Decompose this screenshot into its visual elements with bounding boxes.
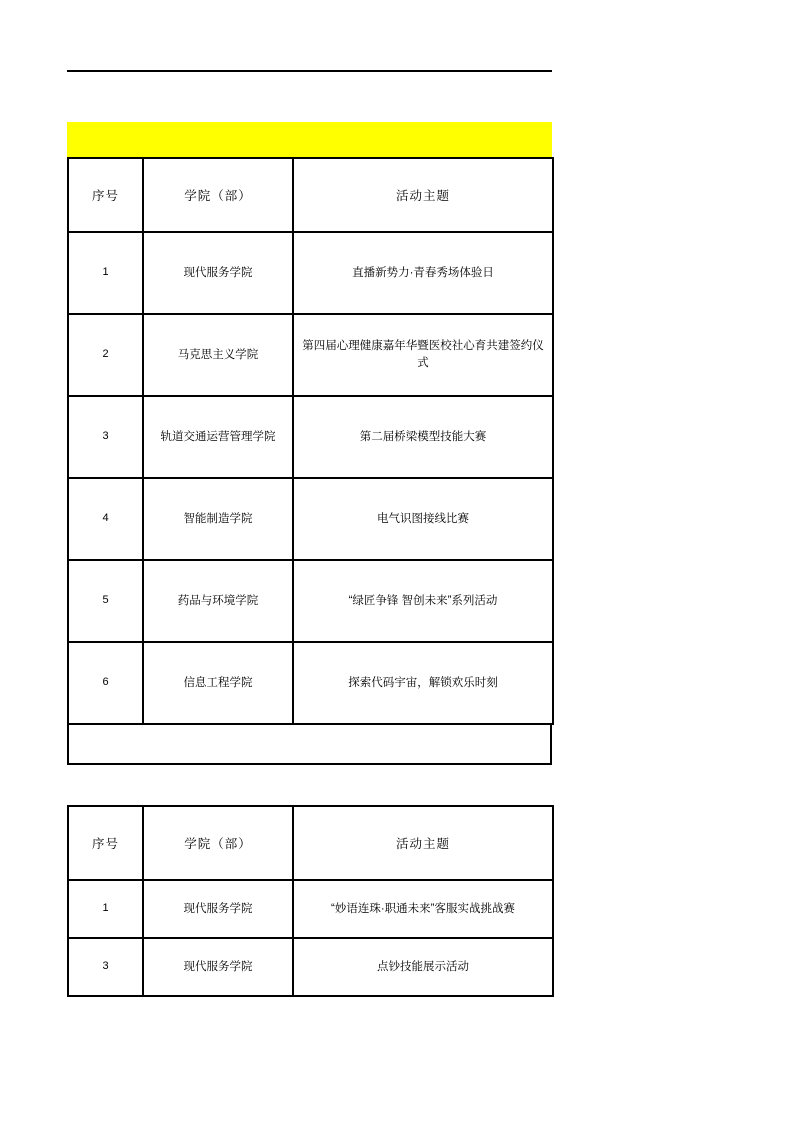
table-header-row <box>68 158 553 232</box>
activity-table-1-body <box>68 232 553 724</box>
cell-college: 轨道交通运营管理学院 <box>143 396 293 478</box>
table-row <box>68 938 553 996</box>
cell-no: 6 <box>68 642 143 724</box>
cell-no: 2 <box>68 314 143 396</box>
cell-no: 3 <box>68 396 143 478</box>
cell-theme: 第二届桥梁模型技能大赛 <box>293 396 553 478</box>
cell-no: 4 <box>68 478 143 560</box>
table-row <box>68 396 553 478</box>
header-cell-college: 学院（部） <box>143 806 293 880</box>
activity-table-1-head <box>68 158 553 232</box>
activity-table-1 <box>67 157 554 725</box>
between-tables-blank-row <box>67 725 552 763</box>
spreadsheet-content <box>67 70 552 997</box>
top-spacer <box>67 72 552 122</box>
cell-theme: “妙语连珠·职通未来”客服实战挑战赛 <box>293 880 553 938</box>
table-row <box>68 314 553 396</box>
activity-table-2-body <box>68 880 553 996</box>
table-header-row <box>68 806 553 880</box>
cell-theme: “绿匠争锋 智创未来”系列活动 <box>293 560 553 642</box>
cell-college: 现代服务学院 <box>143 880 293 938</box>
activity-table-2 <box>67 805 554 997</box>
between-tables-gap <box>67 765 552 805</box>
header-cell-theme: 活动主题 <box>293 806 553 880</box>
table-row <box>68 880 553 938</box>
header-cell-no: 序号 <box>68 806 143 880</box>
cell-theme: 电气识图接线比赛 <box>293 478 553 560</box>
cell-no: 1 <box>68 232 143 314</box>
header-cell-theme: 活动主题 <box>293 158 553 232</box>
cell-theme: 探索代码宇宙，解锁欢乐时刻 <box>293 642 553 724</box>
cell-college: 药品与环境学院 <box>143 560 293 642</box>
header-cell-no: 序号 <box>68 158 143 232</box>
cell-college: 现代服务学院 <box>143 938 293 996</box>
cell-theme: 第四届心理健康嘉年华暨医校社心育共建签约仪式 <box>293 314 553 396</box>
table-row <box>68 642 553 724</box>
activity-table-2-head <box>68 806 553 880</box>
cell-college: 马克思主义学院 <box>143 314 293 396</box>
table-row <box>68 232 553 314</box>
cell-no: 3 <box>68 938 143 996</box>
table-row <box>68 478 553 560</box>
cell-no: 1 <box>68 880 143 938</box>
highlight-banner <box>67 122 552 157</box>
cell-theme: 直播新势力·青春秀场体验日 <box>293 232 553 314</box>
cell-theme: 点钞技能展示活动 <box>293 938 553 996</box>
cell-no: 5 <box>68 560 143 642</box>
cell-college: 智能制造学院 <box>143 478 293 560</box>
table-row <box>68 560 553 642</box>
cell-college: 信息工程学院 <box>143 642 293 724</box>
header-cell-college: 学院（部） <box>143 158 293 232</box>
cell-college: 现代服务学院 <box>143 232 293 314</box>
